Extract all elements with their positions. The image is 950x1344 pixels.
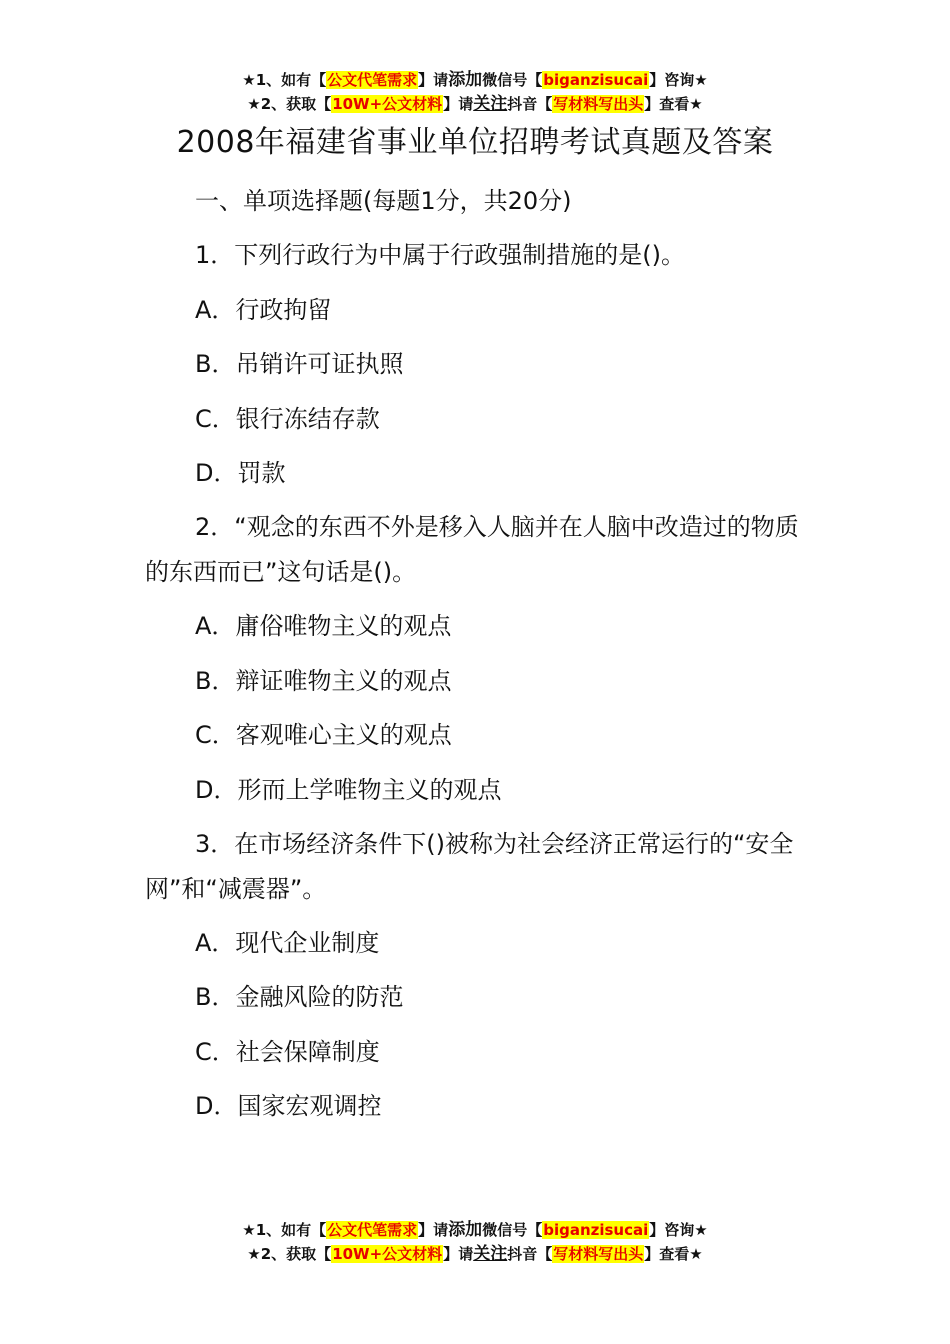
- highlight-wechat-id: biganzisucai: [543, 1221, 649, 1239]
- banner-emphasis: 添加: [448, 1220, 483, 1240]
- question-stem: 2．“观念的东西不外是移入人脑并在人脑中改造过的物质的东西而已”这句话是()。: [145, 513, 799, 587]
- highlight-service: 公文代笔需求: [327, 1221, 418, 1239]
- highlight-wechat-id: biganzisucai: [543, 71, 649, 89]
- option-item: B．金融风险的防范: [195, 983, 404, 1012]
- banner-text: 】请: [418, 1221, 449, 1239]
- banner-text: 抖音【: [507, 95, 553, 113]
- banner-text: 抖音【: [507, 1245, 553, 1263]
- option-item: A．现代企业制度: [195, 929, 380, 958]
- highlight-douyin: 写材料写出头: [553, 1245, 644, 1263]
- header-banner: [0, 68, 950, 116]
- banner-text: ★2、获取【: [247, 1245, 332, 1263]
- highlight-materials: 10W+公文材料: [332, 95, 443, 113]
- footer-banner: [0, 1218, 950, 1266]
- document-title: 2008年福建省事业单位招聘考试真题及答案: [176, 125, 774, 160]
- option-item: D．国家宏观调控: [195, 1092, 382, 1121]
- option-item: D．罚款: [195, 459, 286, 488]
- banner-text: 】咨询★: [649, 71, 708, 89]
- banner-line-2: [0, 92, 950, 116]
- section-heading: 一、单项选择题(每题1分，共20分): [195, 187, 572, 215]
- option-item: C．客观唯心主义的观点: [195, 721, 452, 750]
- option-item: B．吊销许可证执照: [195, 350, 404, 379]
- highlight-service: 公文代笔需求: [327, 71, 418, 89]
- banner-text: ★1、如有【: [242, 71, 327, 89]
- banner-line-1: [0, 68, 950, 92]
- option-item: D．形而上学唯物主义的观点: [195, 775, 502, 804]
- option-item: C．社会保障制度: [195, 1037, 380, 1066]
- banner-text: ★2、获取【: [247, 95, 332, 113]
- banner-emphasis: 关注: [473, 1244, 508, 1264]
- banner-emphasis: 关注: [473, 94, 508, 114]
- question-stem: 3．在市场经济条件下()被称为社会经济正常运行的“安全网”和“减震器”。: [145, 830, 794, 904]
- highlight-materials: 10W+公文材料: [332, 1245, 443, 1263]
- banner-emphasis: 添加: [448, 70, 483, 90]
- option-item: A．行政拘留: [195, 295, 332, 324]
- banner-text: ★1、如有【: [242, 1221, 327, 1239]
- banner-text: 】咨询★: [649, 1221, 708, 1239]
- banner-text: 】请: [443, 1245, 474, 1263]
- document-body: [145, 174, 810, 1134]
- banner-text: 】查看★: [644, 95, 703, 113]
- option-item: C．银行冻结存款: [195, 404, 380, 433]
- banner-text: 】请: [443, 95, 474, 113]
- banner-text: 】请: [418, 71, 449, 89]
- highlight-douyin: 写材料写出头: [553, 95, 644, 113]
- banner-line-2: [0, 1242, 950, 1266]
- banner-line-1: [0, 1218, 950, 1242]
- banner-text: 微信号【: [482, 1221, 543, 1239]
- option-item: A．庸俗唯物主义的观点: [195, 612, 452, 641]
- question-stem: 1．下列行政行为中属于行政强制措施的是()。: [195, 241, 685, 270]
- banner-text: 微信号【: [482, 71, 543, 89]
- banner-text: 】查看★: [644, 1245, 703, 1263]
- option-item: B．辩证唯物主义的观点: [195, 666, 452, 695]
